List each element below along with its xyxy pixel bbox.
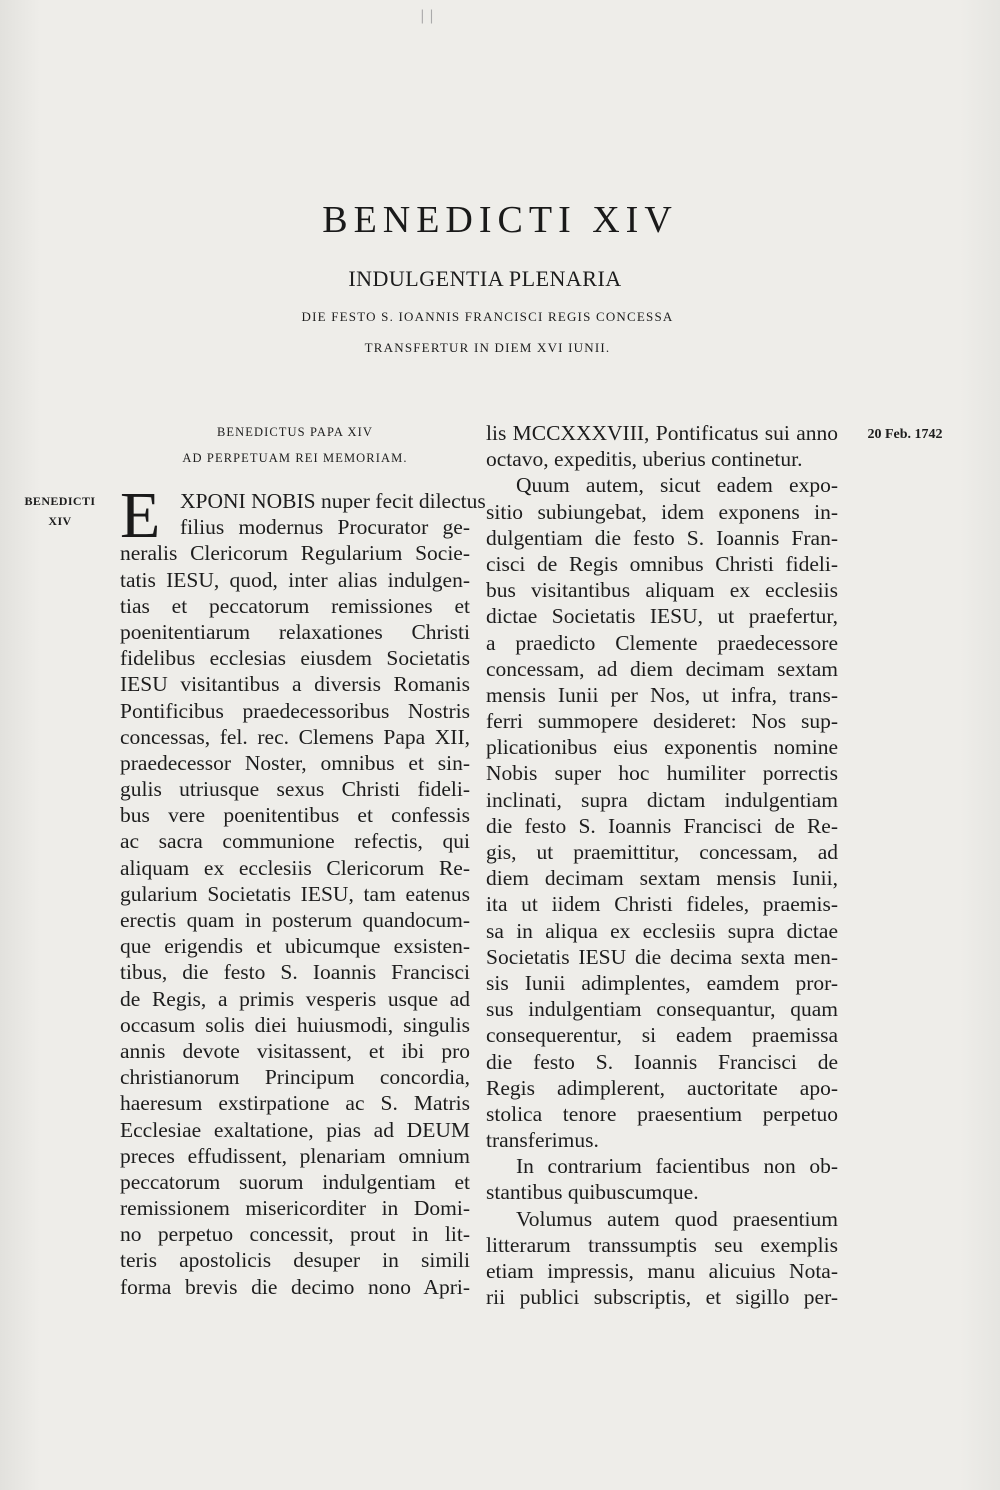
text-line: stantibus quibuscumque. [486, 1180, 699, 1205]
text-line: ac sacra communione refectis, qui [120, 829, 470, 854]
text-line: ferri summopere desideret: Nos sup- [486, 709, 838, 734]
text-line: peccatorum suorum indulgentiam et [120, 1169, 470, 1194]
heading-line-2: TRANSFERTUR IN DIEM XVI IUNII. [364, 340, 611, 355]
text-line: inclinati, supra dictam indulgentiam [486, 787, 838, 812]
text-line: annis devote visitassent, et ibi pro [120, 1038, 470, 1063]
text-line: sus indulgentiam consequantur, quam [486, 997, 838, 1022]
column-heading-1: BENEDICTUS PAPA XIV [216, 425, 374, 439]
text-line: sitio subiungebat, idem exponens in- [486, 499, 838, 524]
text-line: IESU visitantibus a diversis Romanis [120, 672, 470, 697]
text-line: diem decimam sextam mensis Iunii, [486, 866, 838, 891]
text-line: gis, ut praemittitur, concessam, ad [486, 840, 838, 864]
text-line: teris apostolicis desuper in simili [120, 1248, 470, 1273]
drop-cap: E [120, 479, 161, 552]
text-line: poenitentiarum relaxationes Christi [120, 619, 470, 644]
text-line: die festo S. Ioannis Francisci de [486, 1049, 838, 1074]
text-line: no perpetuo concessit, prout in lit- [120, 1222, 470, 1247]
text-line: dulgentiam die festo S. Ioannis Fran- [486, 525, 838, 550]
text-line: XPONI NOBIS nuper fecit dilectus [180, 489, 486, 513]
text-line: christianorum Principum concordia, [120, 1065, 470, 1090]
text-line: die festo S. Ioannis Francisci de Re- [486, 813, 838, 838]
column-heading-2: AD PERPETUAM REI MEMORIAM. [182, 451, 408, 465]
text-line: que erigendis et ubicumque exsisten- [120, 934, 470, 959]
text-line: concessas, fel. rec. Clemens Papa XII, [120, 724, 470, 749]
text-line: de Regis, a primis vesperis usque ad [120, 986, 470, 1011]
text-line: tias et peccatorum remissiones et [120, 593, 470, 618]
right-column [486, 420, 838, 1310]
text-line: Volumus autem quod praesentium [516, 1206, 838, 1231]
text-line: remissionem misericorditer in Domi- [120, 1196, 470, 1221]
text-line: tatis IESU, quod, inter alias indulgen- [120, 567, 470, 592]
text-line: gularium Societatis IESU, tam eatenus [120, 881, 470, 906]
text-line: Ecclesiae exaltatione, pias ad DEUM [120, 1117, 470, 1142]
margin-note-left [20, 491, 100, 531]
page-title: BENEDICTI XIV [322, 199, 678, 241]
text-line: etiam impressis, manu alicuius Nota- [486, 1259, 838, 1283]
text-line: Societatis IESU die decima sexta men- [486, 944, 838, 969]
text-line: Nobis super hoc humiliter porrectis [486, 761, 838, 786]
text-line: neralis Clericorum Regularium Socie- [120, 541, 470, 566]
heading-line-1: DIE FESTO S. IOANNIS FRANCISCI REGIS CONCESSA [301, 309, 674, 324]
text-line: octavo, expeditis, uberius continetur. [486, 447, 803, 472]
text-line: consequerentur, si eadem praemissa [486, 1023, 838, 1048]
text-line: aliquam ex ecclesiis Clericorum Re- [120, 855, 470, 880]
text-line: filius modernus Procurator ge- [180, 515, 470, 540]
text-line: In contrarium facientibus non ob- [516, 1154, 838, 1179]
text-line: transferimus. [486, 1128, 599, 1153]
text-line: bus vere poenitentibus et confessis [120, 803, 470, 828]
text-line: stolica tenore praesentium perpetuo [486, 1101, 838, 1126]
left-column [120, 479, 486, 1300]
text-line: bus visitantibus aliquam ex ecclesiis [486, 578, 838, 603]
text-line: plicationibus eius exponentis nomine [486, 735, 838, 760]
text-line: haeresum exstirpatione ac S. Matris [120, 1091, 470, 1116]
text-line: mensis Iunii per Nos, ut infra, trans- [486, 682, 838, 707]
text-line: lis MCCXXXVIII, Pontificatus sui anno [486, 421, 838, 445]
text-line: dictae Societatis IESU, ut praefertur, [486, 604, 838, 629]
text-line: fidelibus ecclesias eiusdem Societatis [120, 646, 470, 671]
text-line: sa in aliqua ex ecclesiis supra dictae [486, 918, 838, 943]
text-line: ita ut iidem Christi fideles, praemis- [486, 892, 838, 917]
text-line: preces effudissent, plenariam omnium [120, 1143, 470, 1168]
text-line: a praedicto Clemente praedecessore [486, 630, 838, 655]
text-line: litterarum transsumptis seu exemplis [486, 1232, 838, 1257]
text-line: Quum autem, sicut eadem expo- [516, 473, 838, 498]
margin-date: 20 Feb. 1742 [867, 427, 943, 442]
text-line: rii publici subscriptis, et sigillo per- [486, 1285, 838, 1310]
text-line: forma brevis die decimo nono Apri- [120, 1274, 470, 1299]
text-line: tibus, die festo S. Ioannis Francisci [120, 960, 470, 985]
text-line: gulis utriusque sexus Christi fideli- [120, 777, 470, 802]
text-line: praedecessor Noster, omnibus et sin- [120, 750, 470, 775]
text-line: concessam, ad diem decimam sextam [486, 656, 838, 681]
text-line: erectis quam in posterum quandocum- [120, 908, 470, 932]
text-line: Regis adimplerent, auctoritate apo- [486, 1075, 838, 1100]
margin-note-left-line-2: XIV [48, 514, 72, 528]
page-subtitle: INDULGENTIA PLENARIA [348, 266, 622, 291]
text-line: cisci de Regis omnibus Christi fideli- [486, 551, 838, 576]
margin-note-left-line-1: BENEDICTI [24, 494, 96, 508]
text-line: Pontificibus praedecessoribus Nostris [120, 698, 470, 723]
text-line: sis Iunii adimplentes, eamdem pror- [486, 970, 838, 995]
header-mark: | | [420, 8, 434, 24]
text-line: occasum solis diei huiusmodi, singulis [120, 1012, 470, 1037]
